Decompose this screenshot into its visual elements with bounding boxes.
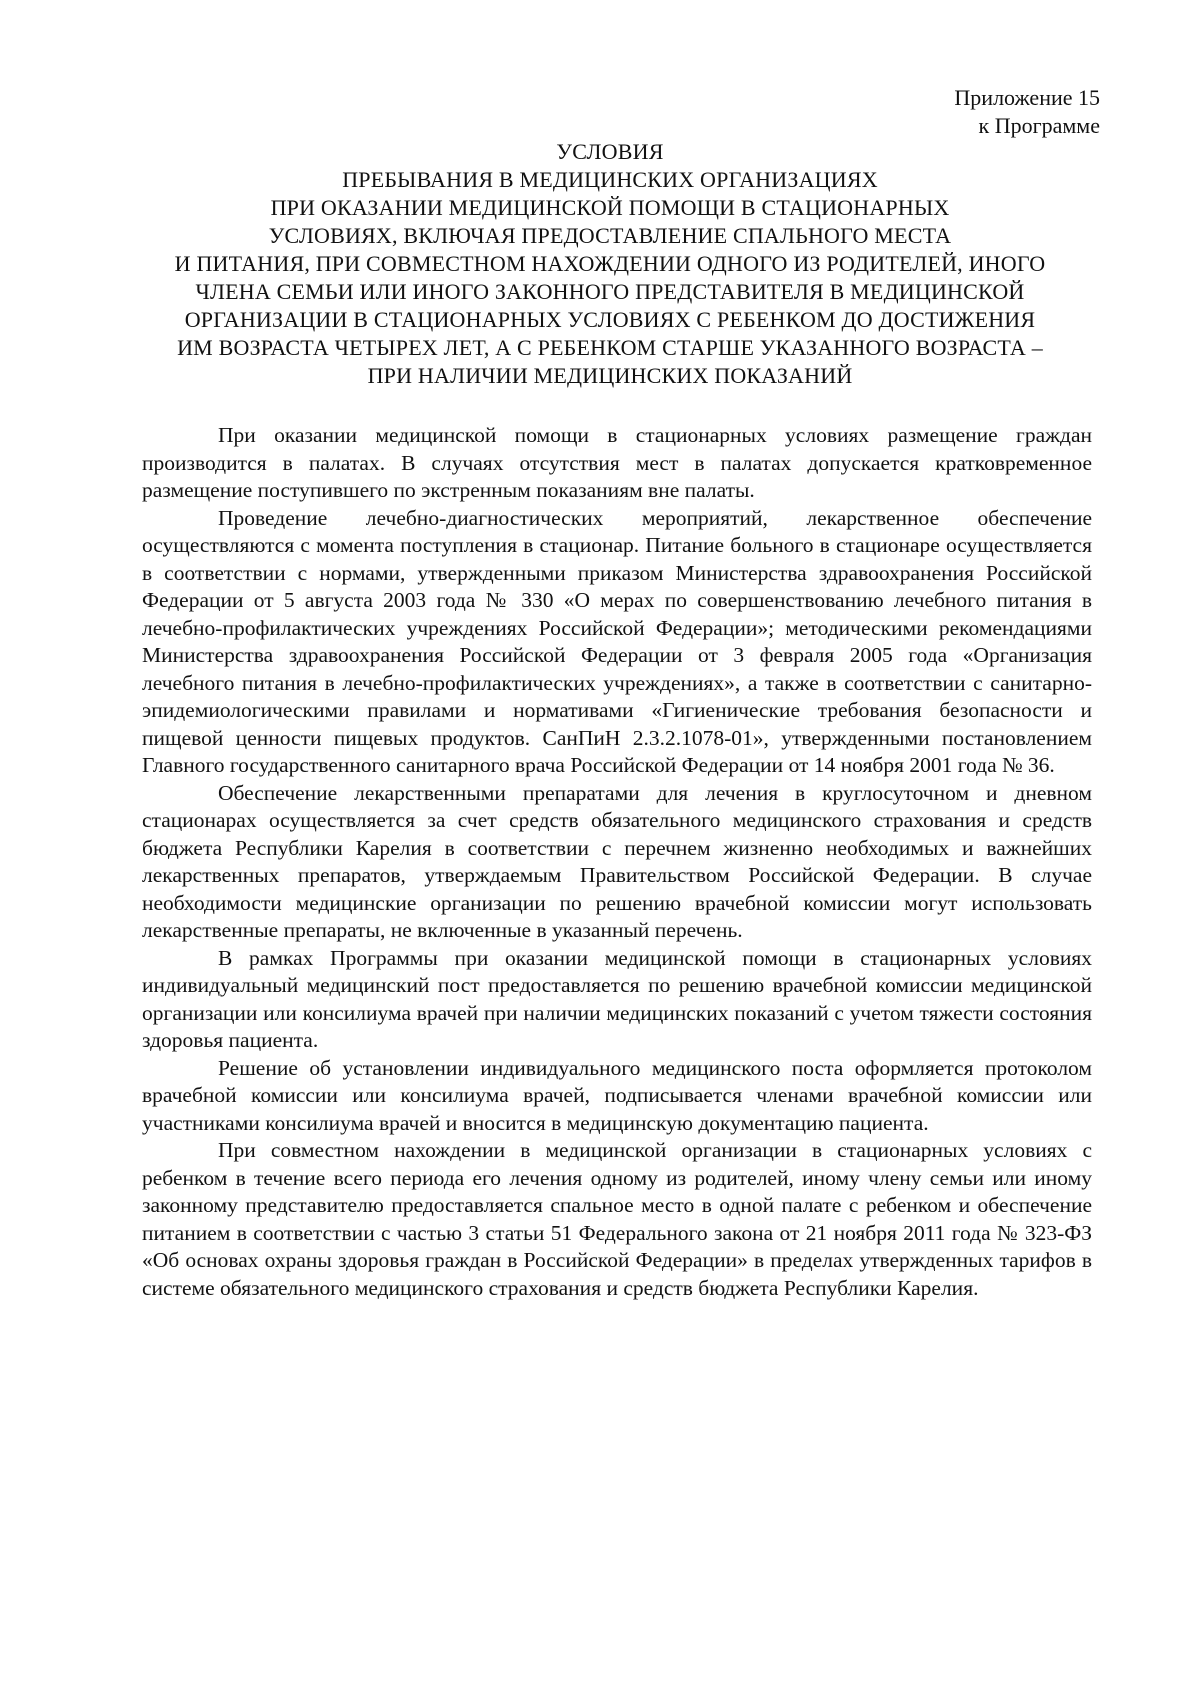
title-line: ИМ ВОЗРАСТА ЧЕТЫРЕХ ЛЕТ, А С РЕБЕНКОМ СТАРШЕ УКАЗАННОГО ВОЗРАСТА – (177, 335, 1043, 360)
appendix-program: к Программе (978, 113, 1100, 138)
paragraph: Проведение лечебно-диагностических мероприятий, лекарственное обеспечение осуществляются с момента поступления в стационар. Питание больного в стационаре осуществляется в соответствии с нормами, утвержденными приказом Министерства здравоохранения Российской Федерации от 5 августа 2003 года № 330 «О мерах по совершенствованию лечебного питания в лечебно-профилактических учреждениях Российской Федерации»; методическими рекомендациями Министерства здравоохранения Российской Федерации от 3 февраля 2005 года «Организация лечебного питания в лечебно-профилактических учреждениях», а также в соответствии с санитарно-эпидемиологическими правилами и нормативами «Гигиенические требования безопасности и пищевой ценности пищевых продуктов. СанПиН 2.3.2.1078-01», утвержденными постановлением Главного государственного санитарного врача Российской Федерации от 14 ноября 2001 года № 36. (142, 505, 1092, 777)
paragraph: При оказании медицинской помощи в стационарных условиях размещение граждан производится в палатах. В случаях отсутствия мест в палатах допускается кратковременное размещение поступившего по экстренным показаниям вне палаты. (142, 423, 1092, 502)
title-line: ПРЕБЫВАНИЯ В МЕДИЦИНСКИХ ОРГАНИЗАЦИЯХ (342, 167, 878, 192)
paragraph: При совместном нахождении в медицинской организации в стационарных условиях с ребенком в течение всего периода его лечения одному из родителей, иному члену семьи или иному законному представителю предоставляется спальное место в одной палате с ребенком и обеспечение питанием в соответствии с частью 3 статьи 51 Федерального закона от 21 ноября 2011 года № 323-ФЗ «Об основах охраны здоровья граждан в Российской Федерации» в пределах утвержденных тарифов в системе обязательного медицинского страхования и средств бюджета Республики Карелия. (142, 1138, 1092, 1300)
document-body (142, 422, 1092, 1302)
appendix-reference (954, 84, 1100, 140)
paragraph: Решение об установлении индивидуального медицинского поста оформляется протоколом врачебной комиссии или консилиума врачей, подписывается членами врачебной комиссии или участниками консилиума врачей и вносится в медицинскую документацию пациента. (142, 1055, 1092, 1135)
title-line: ОРГАНИЗАЦИИ В СТАЦИОНАРНЫХ УСЛОВИЯХ С РЕБЕНКОМ ДО ДОСТИЖЕНИЯ (184, 307, 1036, 332)
title-line: УСЛОВИЯХ, ВКЛЮЧАЯ ПРЕДОСТАВЛЕНИЕ СПАЛЬНОГО МЕСТА (268, 223, 952, 248)
appendix-number: Приложение 15 (954, 85, 1100, 110)
title-line: ЧЛЕНА СЕМЬИ ИЛИ ИНОГО ЗАКОННОГО ПРЕДСТАВИТЕЛЯ В МЕДИЦИНСКОЙ (195, 279, 1025, 304)
paragraph: Обеспечение лекарственными препаратами для лечения в круглосуточном и дневном стационарах осуществляется за счет средств обязательного медицинского страхования и средств бюджета Республики Карелия в соответствии с перечнем жизненно необходимых и важнейших лекарственных препаратов, утверждаемым Правительством Российской Федерации. В случае необходимости медицинские организации по решению врачебной комиссии могут использовать лекарственные препараты, не включенные в указанный перечень. (142, 780, 1092, 942)
title-line: ПРИ НАЛИЧИИ МЕДИЦИНСКИХ ПОКАЗАНИЙ (367, 363, 853, 388)
document-title (130, 138, 1090, 390)
paragraph: В рамках Программы при оказании медицинской помощи в стационарных условиях индивидуальный медицинский пост предоставляется по решению врачебной комиссии медицинской организации или консилиума врачей при наличии медицинских показаний с учетом тяжести состояния здоровья пациента. (142, 945, 1092, 1052)
title-line: УСЛОВИЯ (556, 139, 664, 164)
title-line: И ПИТАНИЯ, ПРИ СОВМЕСТНОМ НАХОЖДЕНИИ ОДНОГО ИЗ РОДИТЕЛЕЙ, ИНОГО (174, 251, 1046, 276)
title-line: ПРИ ОКАЗАНИИ МЕДИЦИНСКОЙ ПОМОЩИ В СТАЦИОНАРНЫХ (270, 195, 950, 220)
